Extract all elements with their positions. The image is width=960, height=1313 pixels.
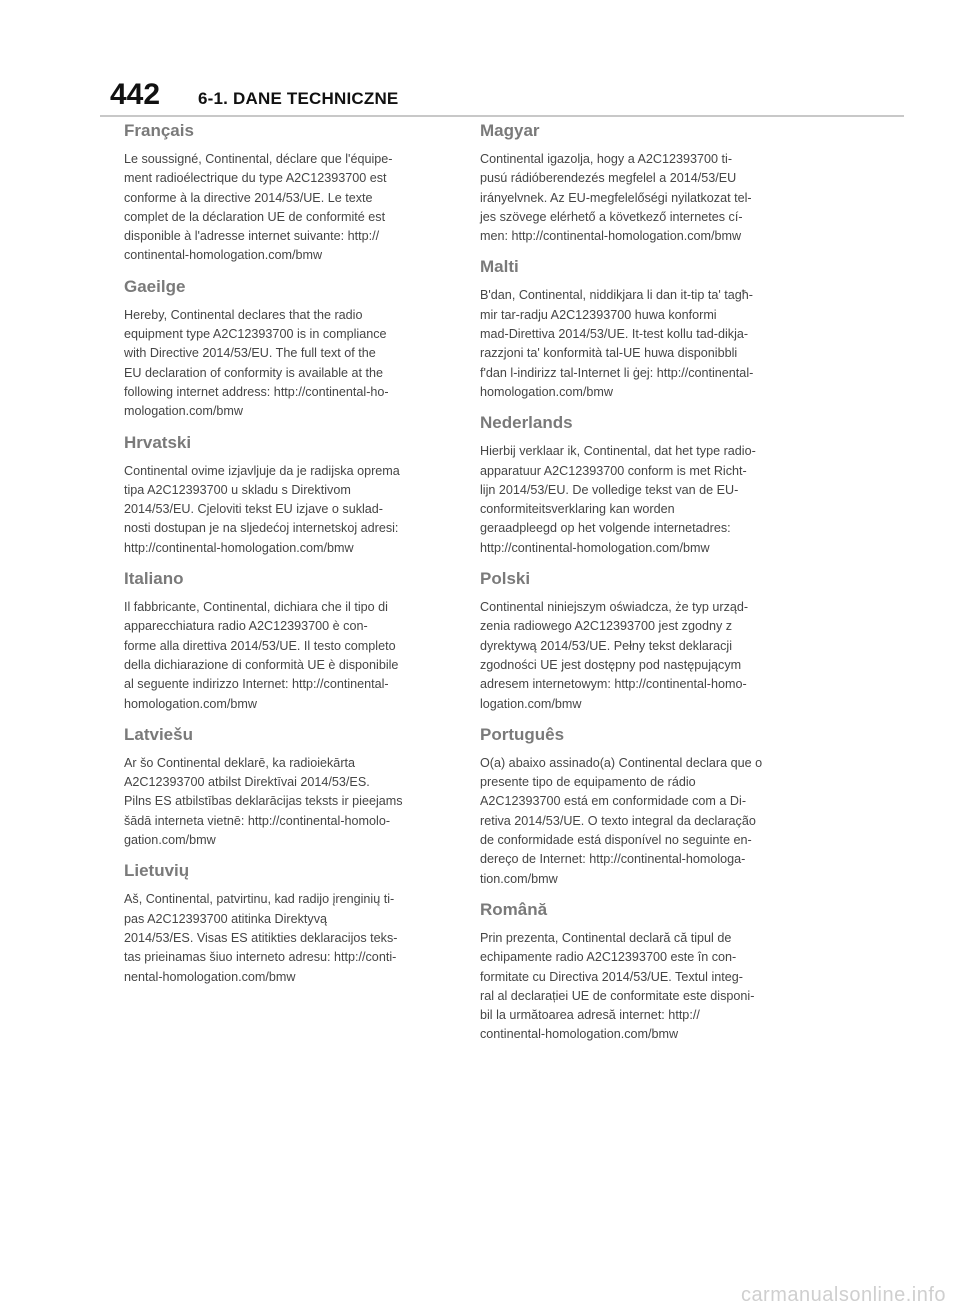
body-line: irányelvnek. Az EU-megfelelőségi nyilatkozat tel- [480,190,752,205]
body-line: pusú rádióberendezés megfelel a 2014/53/EU [480,171,737,186]
section-title: Magyar [480,121,540,140]
language-section [124,276,450,422]
section-title: Română [480,899,548,919]
body-line: continental-homologation.com/bmw [124,248,323,263]
body-line: mir tar-radju A2C12393700 huwa konformi [480,307,717,322]
body-line: zgodności UE jest dostępny pod następującym [480,657,742,672]
body-line: 2014/53/ES. Visas ES atitikties deklaracijos teks- [124,930,398,945]
body-line: apparecchiatura radio A2C12393700 è con- [124,619,368,634]
body-line: tion.com/bmw [480,871,558,886]
section-body [480,754,806,889]
body-line: Prin prezenta, Continental declară că tipul de [480,930,732,945]
section-body [124,754,450,850]
body-line: Le soussigné, Continental, déclare que l'équipe- [124,152,393,166]
body-line: nental-homologation.com/bmw [124,969,296,984]
body-line: Continental niniejszym oświadcza, że typ urząd- [480,600,749,615]
body-line: disponible à l'adresse internet suivante: http:// [124,229,380,244]
body-line: jes szövege elérhető a következő internetes cí- [480,209,743,224]
body-line: bil la următoarea adresă internet: http:// [480,1008,700,1023]
language-section [124,568,450,714]
body-line: Hierbij verklaar ik, Continental, dat het type radio- [480,444,756,459]
language-section [480,724,806,889]
chapter-title: 6-1. DANE TECHNICZNE [198,89,399,108]
section-body [480,150,806,246]
body-line: gation.com/bmw [124,833,216,848]
body-line: tas prieinamas šiuo interneto adresu: http://conti- [124,950,397,965]
section-title: Gaeilge [124,276,186,296]
section-title: Hrvatski [124,432,192,452]
section-title: Français [124,121,194,140]
section-body [480,929,806,1045]
section-title: Latviešu [124,724,193,744]
section-title: Nederlands [480,413,573,433]
body-line: dereço de Internet: http://continental-homologa- [480,852,746,867]
body-line: conforme à la directive 2014/53/UE. Le texte [124,190,373,205]
body-line: conformiteitsverklaring kan worden [480,502,675,517]
body-line: homologation.com/bmw [480,384,613,399]
language-section [480,899,806,1045]
section-body [124,462,450,558]
watermark: carmanualsonline.info [740,1284,946,1306]
body-line: echipamente radio A2C12393700 este în con- [480,950,737,965]
section-body [124,598,450,714]
body-line: apparatuur A2C12393700 conform is met Richt- [480,463,747,478]
section-body [124,890,450,986]
body-line: following internet address: http://continental-ho- [124,384,389,399]
body-line: mologation.com/bmw [124,404,243,419]
body-line: f'dan l-indirizz tal-Internet li ġej: http://continental- [480,365,754,380]
body-line: pas A2C12393700 atitinka Direktyvą [124,911,328,926]
body-line: continental-homologation.com/bmw [480,1027,679,1042]
body-line: ral al declarației UE de conformitate este disponi- [480,988,755,1003]
body-line: presente tipo de equipamento de rádio [480,775,696,790]
body-line: retiva 2014/53/UE. O texto integral da declaração [480,813,756,828]
body-line: B'dan, Continental, niddikjara li dan it-tip ta' tagħ- [480,288,753,303]
language-section [480,256,806,402]
body-line: A2C12393700 atbilst Direktīvai 2014/53/ES. [124,775,370,790]
section-title: Português [480,724,565,744]
body-line: Aš, Continental, patvirtinu, kad radijo įrenginių ti- [124,892,395,907]
body-line: equipment type A2C12393700 is in compliance [124,327,387,342]
page-number: 442 [110,78,161,111]
header-divider [100,115,904,117]
language-section [124,860,450,986]
body-line: complet de la déclaration UE de conformité est [124,209,386,224]
section-body [480,286,806,402]
body-line: Continental igazolja, hogy a A2C12393700 ti- [480,152,733,166]
section-body [124,306,450,422]
language-section [124,724,450,850]
section-body [480,598,806,714]
language-section [480,120,806,246]
body-line: Ar šo Continental deklarē, ka radioiekārta [124,755,356,770]
body-line: 2014/53/EU. Cjeloviti tekst EU izjave o suklad- [124,502,383,517]
language-section [124,120,450,266]
language-section [480,568,806,714]
body-line: Il fabbricante, Continental, dichiara che il tipo di [124,600,388,615]
body-line: zenia radiowego A2C12393700 jest zgodny z [480,619,733,634]
body-line: lijn 2014/53/EU. De volledige tekst van de EU- [480,482,739,497]
body-line: O(a) abaixo assinado(a) Continental declara que o [480,755,763,770]
section-title: Malti [480,257,519,277]
body-line: EU declaration of conformity is available at the [124,365,384,380]
body-line: logation.com/bmw [480,696,582,711]
body-line: A2C12393700 está em conformidade com a Di- [480,794,747,809]
language-section [480,412,806,558]
section-title: Lietuvių [124,861,190,881]
body-line: Hereby, Continental declares that the radio [124,307,363,322]
body-line: mad-Direttiva 2014/53/UE. It-test kollu tad-dikja- [480,327,749,342]
section-title: Polski [480,569,531,589]
page-header [110,78,398,112]
body-line: della dichiarazione di conformità UE è disponibile [124,657,399,672]
body-line: Continental ovime izjavljuje da je radijska oprema [124,463,400,478]
body-line: men: http://continental-homologation.com/bmw [480,229,742,244]
body-line: dyrektywą 2014/53/UE. Pełny tekst deklaracji [480,638,732,653]
body-line: homologation.com/bmw [124,696,257,711]
body-line: geraadpleegd op het volgende internetadres: [480,521,731,536]
body-line: ment radioélectrique du type A2C12393700 est [124,171,387,186]
body-line: adresem internetowym: http://continental-homo- [480,677,747,692]
language-section [124,432,450,558]
body-line: formitate cu Directiva 2014/53/UE. Textul integ- [480,969,743,984]
section-body [124,150,450,266]
body-line: de conformidade está disponível no seguinte en- [480,833,752,848]
body-line: http://continental-homologation.com/bmw [124,540,354,555]
body-line: Pilns ES atbilstības deklarācijas teksts ir pieejams [124,794,403,809]
body-line: forme alla direttiva 2014/53/UE. Il testo completo [124,638,396,653]
body-line: http://continental-homologation.com/bmw [480,540,710,555]
body-line: with Directive 2014/53/EU. The full text of the [124,346,376,361]
section-body [480,442,806,558]
body-line: al seguente indirizzo Internet: http://continental- [124,677,389,692]
body-line: šādā interneta vietnē: http://continental-homolo- [124,813,391,828]
right-column [480,120,806,1055]
body-line: tipa A2C12393700 u skladu s Direktivom [124,482,351,497]
section-title: Italiano [124,569,184,589]
body-line: nosti dostupan je na sljedećoj internetskoj adresi: [124,521,399,536]
left-column [124,120,450,997]
body-line: razzjoni ta' konformità tal-UE huwa disponibbli [480,346,738,361]
